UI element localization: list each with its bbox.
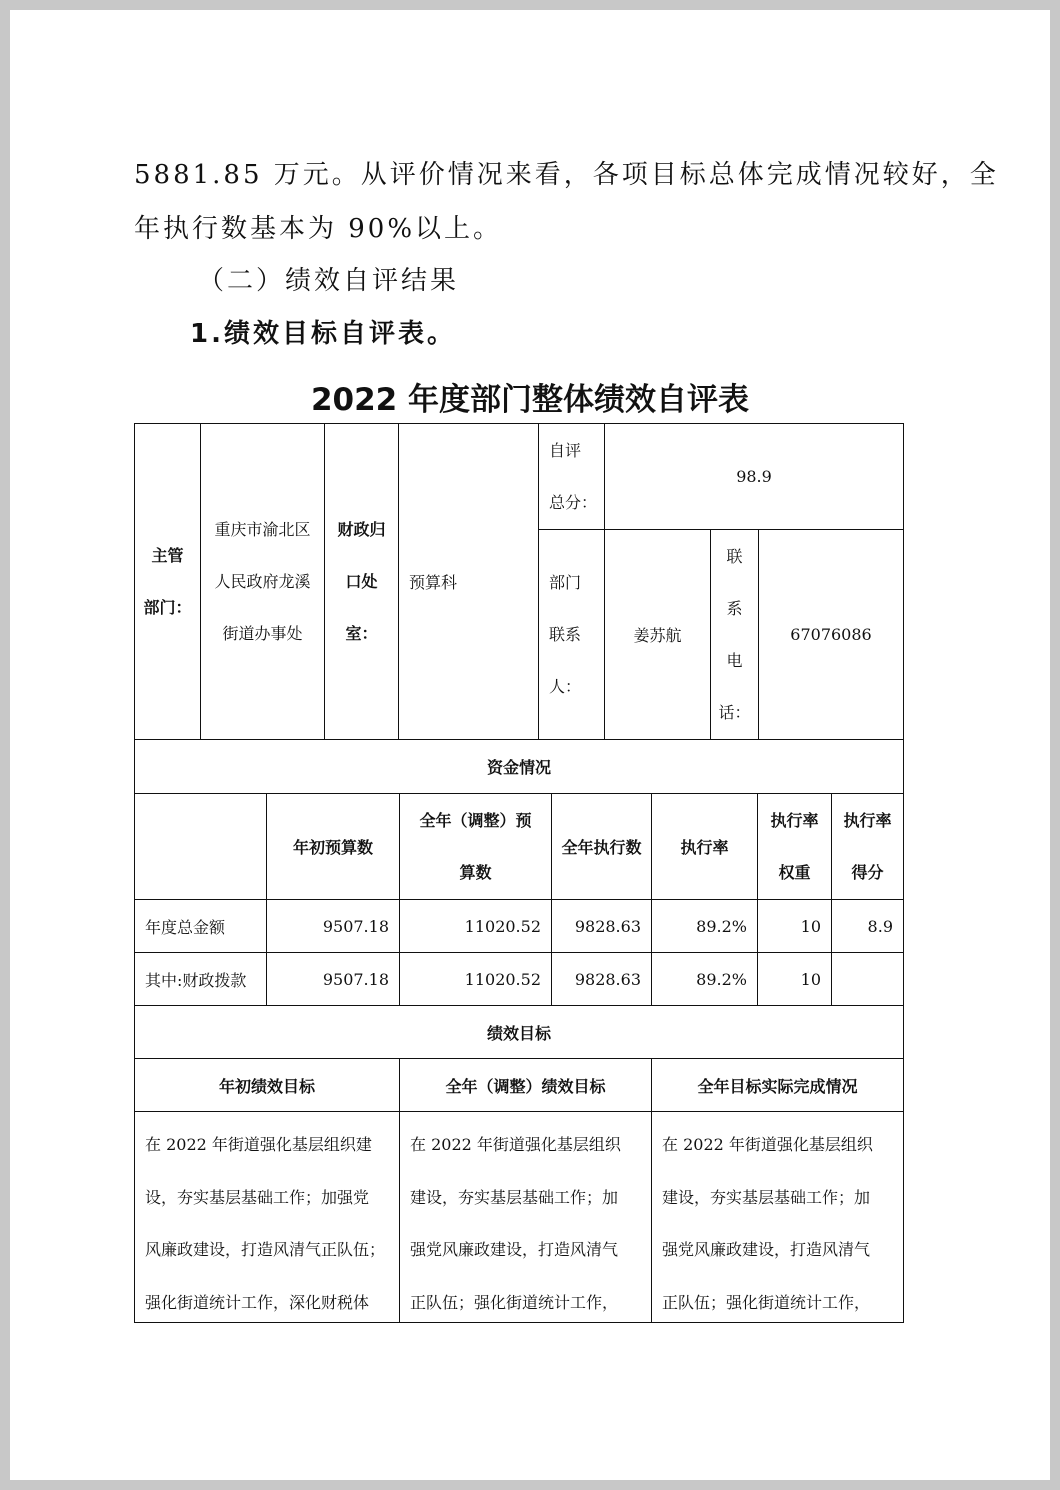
funds-col-rate: 执行率 — [651, 793, 758, 900]
funds-section-title: 资金情况 — [134, 739, 904, 794]
table-cell: 11020.52 — [399, 899, 552, 953]
funds-col-initial-budget: 年初预算数 — [266, 793, 400, 900]
table-cell: 9828.63 — [551, 952, 652, 1006]
finance-value: 预算科 — [398, 423, 539, 740]
phone-label: 联 系 电 话： — [710, 529, 759, 740]
finance-label: 财政归 口处 室： — [324, 423, 399, 740]
score-label: 自评 总分： — [538, 423, 605, 530]
goals-col-actual: 全年目标实际完成情况 — [651, 1058, 904, 1112]
dept-value: 重庆市渝北区 人民政府龙溪 街道办事处 — [200, 423, 325, 740]
table-cell: 9507.18 — [266, 899, 400, 953]
section-heading: （二）绩效自评结果 — [198, 266, 460, 296]
goals-col-adjusted: 全年（调整）绩效目标 — [399, 1058, 652, 1112]
table-cell: 89.2% — [651, 952, 758, 1006]
contact-value: 姜苏航 — [604, 529, 711, 740]
phone-value: 67076086 — [758, 529, 904, 740]
funds-header-blank — [134, 793, 267, 900]
subsection-heading: 1.绩效目标自评表。 — [190, 319, 456, 349]
funds-col-adjusted-budget: 全年（调整）预 算数 — [399, 793, 552, 900]
table-row-label: 其中:财政拨款 — [134, 952, 267, 1006]
table-cell: 9828.63 — [551, 899, 652, 953]
dept-label: 主管 部门： — [134, 423, 201, 740]
funds-col-execution: 全年执行数 — [551, 793, 652, 900]
table-cell — [831, 952, 904, 1006]
goals-text-actual: 在 2022 年街道强化基层组织 建设，夯实基层基础工作；加 强党风廉政建设，打造风清气 正队伍；强化街道统计工作， — [651, 1111, 904, 1323]
table-title: 2022 年度部门整体绩效自评表 — [310, 382, 750, 418]
funds-col-score: 执行率 得分 — [831, 793, 904, 900]
table-cell: 89.2% — [651, 899, 758, 953]
goals-text-adjusted: 在 2022 年街道强化基层组织 建设，夯实基层基础工作；加 强党风廉政建设，打造风清气 正队伍；强化街道统计工作， — [399, 1111, 652, 1323]
table-row-label: 年度总金额 — [134, 899, 267, 953]
score-value: 98.9 — [604, 423, 904, 530]
table-cell: 8.9 — [831, 899, 904, 953]
intro-line-1: 5881.85 万元。从评价情况来看，各项目标总体完成情况较好，全 — [134, 160, 999, 190]
funds-col-weight: 执行率 权重 — [757, 793, 832, 900]
goals-section-title: 绩效目标 — [134, 1005, 904, 1059]
table-cell: 9507.18 — [266, 952, 400, 1006]
table-cell: 10 — [757, 952, 832, 1006]
goals-text-initial: 在 2022 年街道强化基层组织建 设，夯实基层基础工作；加强党 风廉政建设，打造风清气正队伍； 强化街道统计工作，深化财税体 — [134, 1111, 400, 1323]
document-page — [10, 10, 1050, 1480]
goals-col-initial: 年初绩效目标 — [134, 1058, 400, 1112]
table-cell: 10 — [757, 899, 832, 953]
table-cell: 11020.52 — [399, 952, 552, 1006]
contact-label: 部门 联系 人： — [538, 529, 605, 740]
intro-line-2: 年执行数基本为 90%以上。 — [134, 214, 503, 244]
